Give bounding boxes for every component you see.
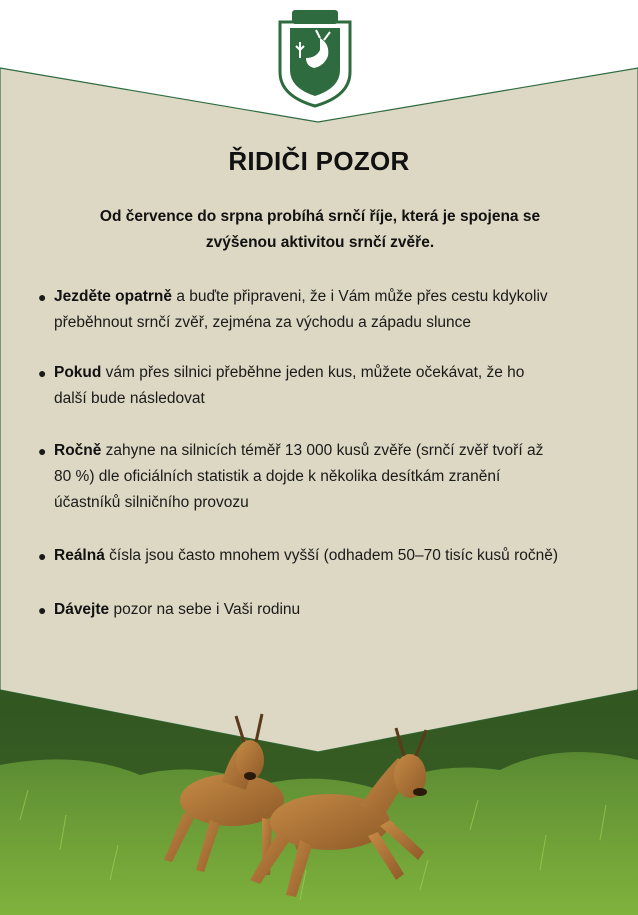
intro-line-2: zvýšenou aktivitou srnčí zvěře. [205, 234, 435, 251]
association-logo [276, 8, 354, 108]
bullet-text: Ročně zahyne na silnicích téměř 13 000 kusů zvěře (srnčí zvěř tvoří až 80 %) dle oficiálních statistik a dojde k několika desítkám zranění účastníků silničního provozu [54, 442, 544, 511]
bullet-item-4 [38, 543, 588, 569]
bullet-item-2 [38, 360, 588, 412]
page-title: ŘIDIČI POZOR [228, 146, 410, 176]
bullet-text: Jezděte opatrně a buďte připraveni, že i Vám může přes cestu kdykoliv přeběhnout srnčí zvěř, zejména za východu a západu slunce [54, 288, 548, 331]
bullet-icon: ● [38, 548, 47, 564]
bullet-text: Dávejte pozor na sebe i Vaši rodinu [54, 601, 301, 618]
bullet-icon: ● [38, 289, 47, 305]
bullet-icon: ● [38, 443, 47, 459]
bullet-item-1 [38, 284, 588, 336]
intro-line-1: Od července do srpna probíhá srnčí říje, která je spojena se [99, 208, 541, 225]
intro-text [60, 204, 580, 256]
bullet-icon: ● [38, 365, 47, 381]
bullet-item-5 [38, 597, 588, 623]
bullet-icon: ● [38, 602, 47, 618]
bullet-text: Reálná čísla jsou často mnohem vyšší (odhadem 50–70 tisíc kusů ročně) [54, 547, 558, 564]
bullet-item-3 [38, 438, 588, 516]
bullet-text: Pokud vám přes silnici přeběhne jeden kus, můžete očekávat, že ho další bude následovat [54, 364, 525, 407]
